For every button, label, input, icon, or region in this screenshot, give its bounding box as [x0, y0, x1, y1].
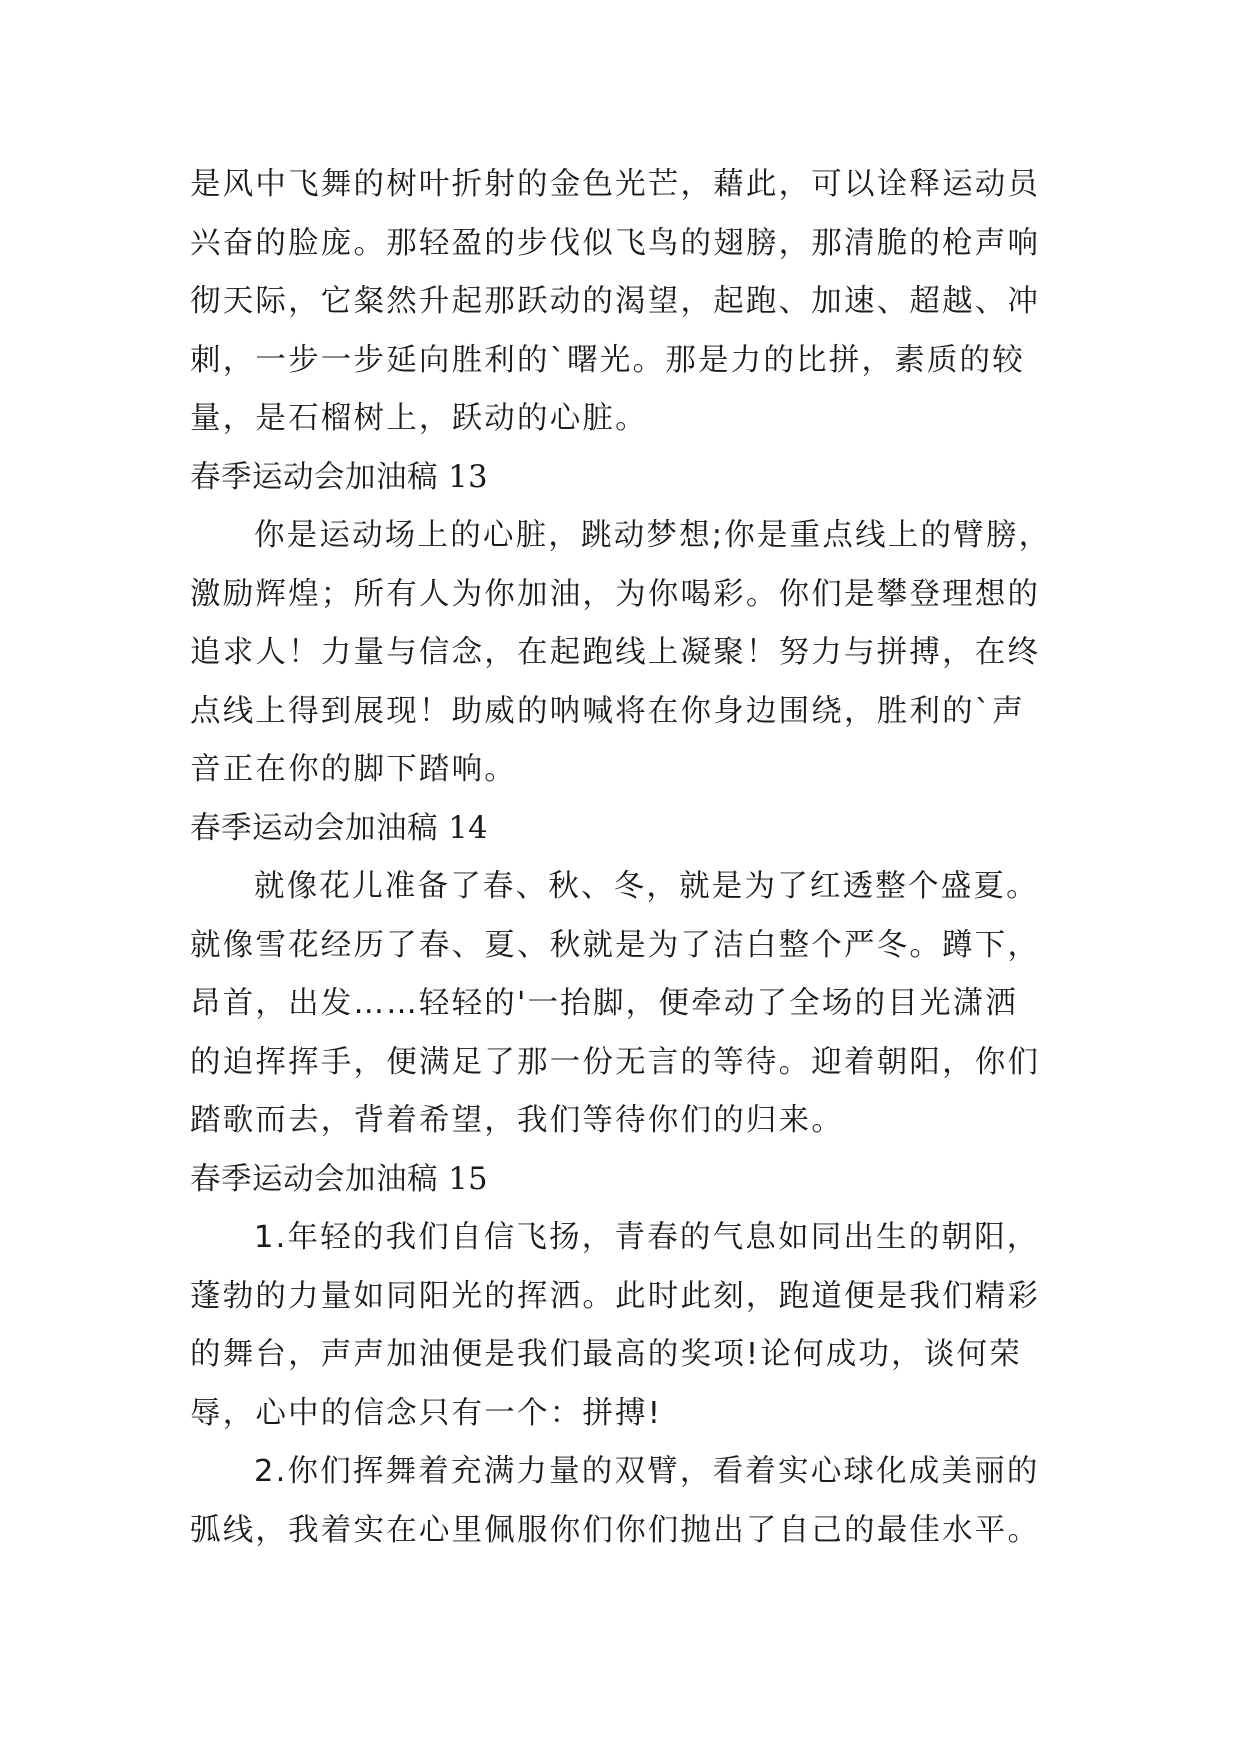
- paragraph-line: 激励辉煌；所有人为你加油，为你喝彩。你们是攀登理想的: [190, 576, 1041, 612]
- paragraph-line: 弧线，我着实在心里佩服你们你们抛出了自己的最佳水平。: [190, 1512, 1041, 1548]
- paragraph-line: 兴奋的脸庞。那轻盈的步伐似飞鸟的翅膀，那清脆的枪声响: [190, 225, 1041, 261]
- paragraph-line: 音正在你的脚下踏响。: [190, 752, 517, 787]
- paragraph-line: 昂首，出发……轻轻的'一抬脚，便牵动了全场的目光潇洒: [190, 986, 1019, 1021]
- paragraph-line: 是风中飞舞的树叶折射的金色光芒，藉此，可以诠释运动员: [190, 167, 1041, 202]
- section-heading: 春季运动会加油稿 13: [190, 459, 489, 495]
- paragraph-line: 踏歌而去，背着希望，我们等待你们的归来。: [190, 1103, 844, 1138]
- paragraph-line: 彻天际，它粲然升起那跃动的渴望，起跑、加速、超越、冲: [190, 284, 1041, 319]
- paragraph-line: 就像雪花经历了春、夏、秋就是为了洁白整个严冬。蹲下，: [190, 927, 1041, 963]
- paragraph-line: 点线上得到展现！助威的呐喊将在你身边围绕，胜利的`声: [190, 693, 1025, 729]
- paragraph-line: 追求人！力量与信念，在起跑线上凝聚！努力与拼搏，在终: [190, 635, 1041, 670]
- section-heading: 春季运动会加油稿 14: [190, 810, 489, 846]
- section-heading: 春季运动会加油稿 15: [190, 1161, 489, 1197]
- paragraph-line: 蓬勃的力量如同阳光的挥洒。此时此刻，跑道便是我们精彩: [190, 1278, 1041, 1314]
- document-body: [190, 156, 1050, 1560]
- paragraph-line: 2.你们挥舞着充满力量的双臂，看着实心球化成美丽的: [254, 1454, 1040, 1489]
- paragraph-line: 1.年轻的我们自信飞扬，青春的气息如同出生的朝阳，: [254, 1220, 1040, 1255]
- paragraph-line: 的迫挥挥手，便满足了那一份无言的等待。迎着朝阳，你们: [190, 1044, 1041, 1080]
- paragraph-line: 你是运动场上的心脏，跳动梦想;你是重点线上的臂膀，: [254, 518, 1052, 553]
- paragraph-line: 辱，心中的信念只有一个：拼搏!: [190, 1395, 663, 1431]
- paragraph-line: 的舞台，声声加油便是我们最高的奖项!论何成功，谈何荣: [190, 1337, 1022, 1372]
- paragraph-line: 刺，一步一步延向胜利的`曙光。那是力的比拼，素质的较: [190, 342, 1025, 378]
- paragraph-line: 就像花儿准备了春、秋、冬，就是为了红透整个盛夏。: [254, 869, 1039, 904]
- paragraph-line: 量，是石榴树上，跃动的心脏。: [190, 401, 648, 436]
